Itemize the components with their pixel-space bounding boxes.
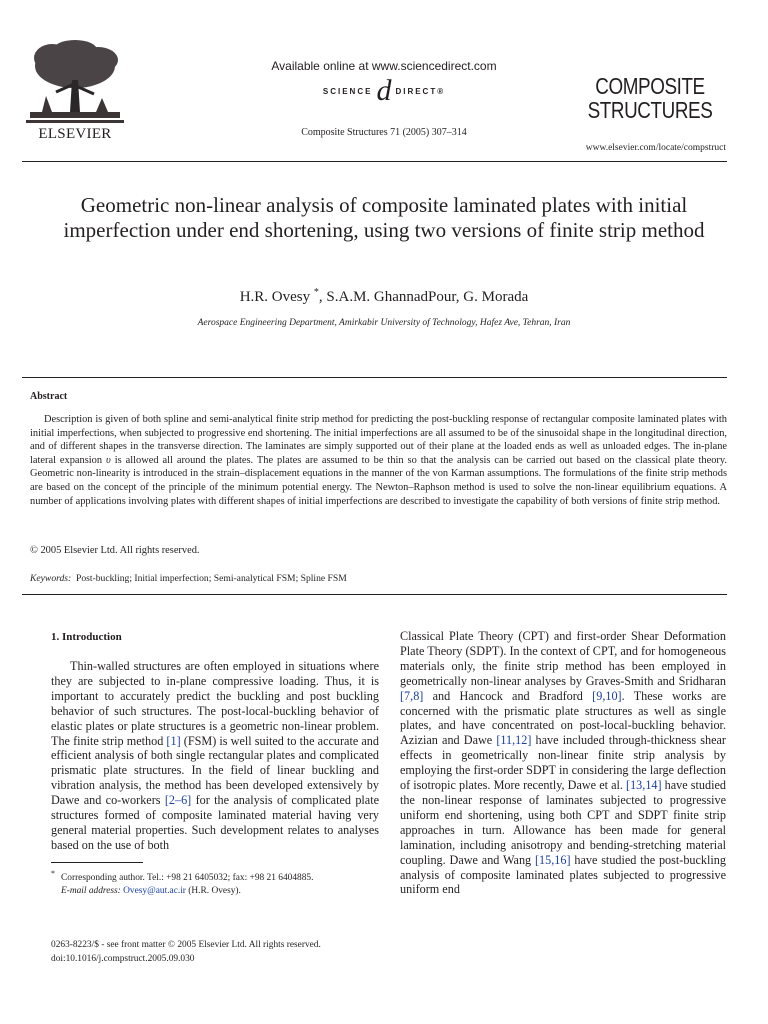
intro-right-column [400, 629, 726, 897]
intro-text: Classical Plate Theory (CPT) and first-order Shear Deformation Plate Theory (SDPT). In the context of CPT, and for homogeneous materials only, the finite strip method has been employed in geometrically non-linear analyses by Graves-Smith and Sridharan [400, 629, 726, 688]
email-link[interactable]: Ovesy@aut.ac.ir [123, 886, 186, 897]
intro-left-column [51, 659, 379, 853]
citation-link[interactable]: [11,12] [496, 733, 532, 748]
citation-link[interactable]: [13,14] [626, 778, 662, 793]
abstract-nu-symbol: υ [106, 454, 111, 466]
email-suffix: (H.R. Ovesy). [185, 886, 241, 897]
intro-text: have studied the post-buckling analysis of composite laminated plates subjected to progressive uniform end [400, 852, 726, 897]
footnote-contact: Corresponding author. Tel.: +98 21 6405032; fax: +98 21 6404885. [61, 873, 314, 884]
journal-url[interactable]: www.elsevier.com/locate/compstruct [585, 143, 726, 153]
abstract-copyright: © 2005 Elsevier Ltd. All rights reserved. [30, 545, 200, 556]
citation-link[interactable]: [7,8] [400, 688, 424, 703]
citation-link[interactable]: [9,10] [592, 688, 622, 703]
author-affiliation: Aerospace Engineering Department, Amirkabir University of Technology, Hafez Ave, Tehran, Iran [197, 318, 571, 328]
abstract-heading: Abstract [30, 391, 68, 402]
first-author: H.R. Ovesy [239, 289, 314, 305]
intro-text: for the analysis of complicated plate structures formed of composite laminated material having very general material properties. Such development relates to analyses based on the use of both [51, 793, 379, 852]
journal-title-line1: COMPOSITE [595, 73, 705, 99]
article-authors [0, 287, 768, 306]
citation-link[interactable]: [15,16] [534, 852, 571, 867]
footnote-line1 [51, 867, 381, 885]
intro-text: . These works are concerned with the prismatic plate structures as well as single plates, and have concentrated on post-local-buckling behavior. Azizian and Dawe [400, 688, 726, 748]
sd-right-word: DIRECT® [395, 86, 446, 96]
footnote-star: * [51, 869, 55, 878]
section-heading-introduction: 1. Introduction [51, 631, 122, 643]
article-title: Geometric non-linear analysis of composite laminated plates with initial imperfection under end shortening, using two versions of finite strip method [63, 193, 705, 242]
sd-left-word: SCIENCE [322, 86, 373, 96]
abstract-text-part1: Description is given of both spline and semi-analytical finite strip method for predicting the post-buckling response of rectangular composite laminated plates with initial imperfections, when subjected to progressive end shortening. The initial imperfections are all assumed to be of the sinusoidal shape in the longitudinal direction, and of different shapes in the transverse direction. The laminates are simply supported out of their plane at the loaded ends as well as unloaded edges. The in-plane lateral expansion [30, 414, 727, 466]
intro-text: and Hancock and Bradford [423, 688, 593, 703]
intro-text: (FSM) is well suited to the accurate and efficient analysis of both single rectangular plates and complicated prismatic plate structures. In the field of linear buckling and vibration analysis, the method has been developed extensively by Dawe and co-workers [51, 733, 379, 808]
citation-link[interactable]: [1] [166, 733, 181, 748]
intro-text: have studied the non-linear response of laminates subjected to progressive uniform end shortening, using both CPT and SDPT finite strip approaches in turn. Allowance has been made for general lamination, including anisotropy and bending-stretching material coupling. Dawe and Wang [400, 778, 726, 867]
issn-line: 0263-8223/$ - see front matter © 2005 Elsevier Ltd. All rights reserved. [51, 940, 321, 950]
elsevier-wordmark: ELSEVIER [38, 126, 112, 142]
email-label: E-mail address: [61, 886, 121, 897]
journal-title-line2: STRUCTURES [587, 97, 713, 123]
front-matter-notice [51, 939, 391, 966]
footnote-divider [51, 862, 143, 863]
intro-text: Thin-walled structures are often employed in situations where they are subjected to in-plane compressive loading. Thus, it is important to accurately predict the buckling and post buckling behavior of such structures. The post-local-buckling behavior of elastic plates or plate structures is a geometric non-linear problem. The finite strip method [51, 659, 379, 748]
doi-line: doi:10.1016/j.compstruct.2005.09.030 [51, 953, 195, 964]
sciencedirect-d-icon: d [376, 74, 392, 107]
author-star[interactable]: * [313, 287, 319, 298]
intro-text: have included through-thickness shear effects in geometrically non-linear finite strip analysis by employing the first-order SDPT in considering the large deflection of isotropic plates. More recently, Dawe et al. [400, 733, 726, 793]
keywords-text: Post-buckling; Initial imperfection; Semi-analytical FSM; Spline FSM [76, 573, 347, 584]
available-online-text: Available online at www.sciencedirect.com [271, 59, 497, 73]
keywords-label: Keywords: [30, 573, 72, 584]
footnote-line2 [51, 885, 381, 898]
abstract-bottom-divider [22, 594, 727, 595]
abstract-body [30, 413, 727, 508]
header-divider [22, 161, 727, 162]
corresponding-author-footnote [51, 867, 381, 898]
abstract-top-divider [22, 377, 727, 378]
citation-link[interactable]: [2–6] [164, 793, 192, 808]
abstract-text-part2: is allowed all around the plates. The plates are assumed to be thin so that the analysis can be carried out based on the classical plate theory. Geometric non-linearity is introduced in the strain–displacement equations in the manner of the von Karman assumptions. The formulations of the finite strip methods are based on the concept of the principle of the minimum potential energy. The Newton–Raphson method is used to solve the non-linear equilibrium equations. A number of applications involving plates with different shapes of initial imperfections are described to investigate the capability of both versions of finite strip method. [30, 454, 727, 507]
journal-reference: Composite Structures 71 (2005) 307–314 [301, 127, 467, 138]
coauthors: , S.A.M. GhannadPour, G. Morada [318, 289, 529, 305]
journal-title [576, 74, 724, 122]
keywords-line [30, 573, 347, 584]
